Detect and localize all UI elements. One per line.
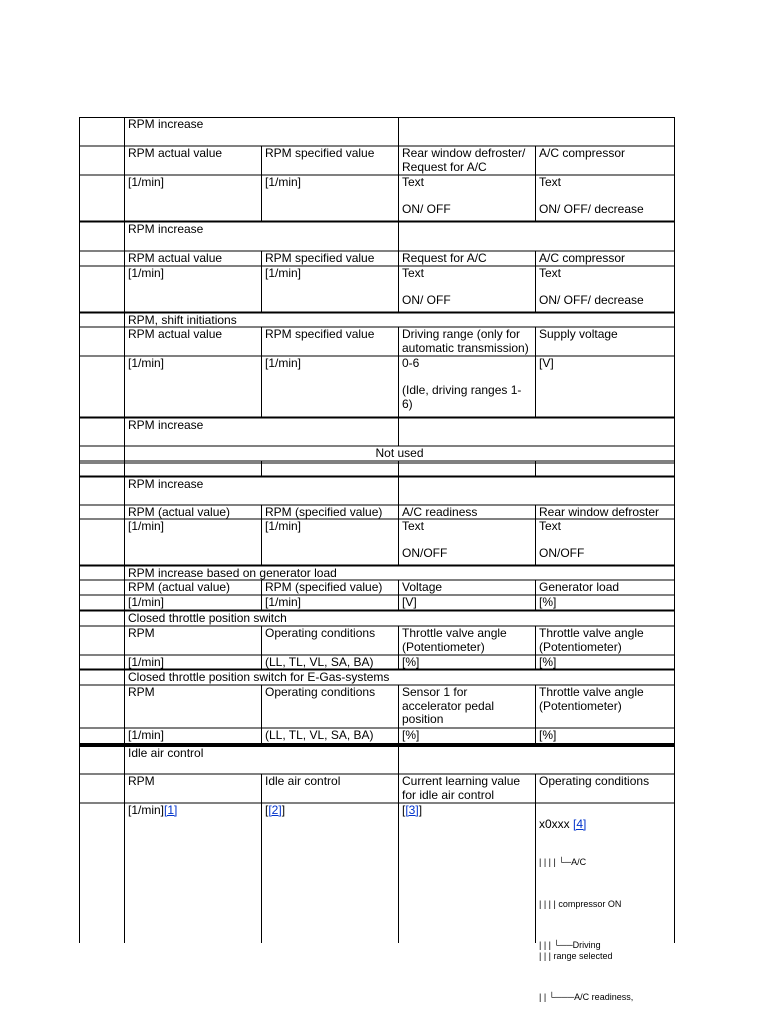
bit-description: | | | └──Driving | | | range selected bbox=[539, 940, 613, 961]
header-cell: Supply voltage bbox=[539, 327, 618, 341]
unit-cell: [%] bbox=[402, 728, 420, 742]
unit-cell: [V] bbox=[402, 595, 417, 609]
bit-description: | | | | └─A/C bbox=[539, 857, 587, 867]
bracket-close: ] bbox=[418, 803, 423, 817]
header-cell: Rear window defroster/ Request for A/C bbox=[402, 146, 526, 174]
header-cell: RPM specified value bbox=[265, 146, 375, 160]
bracket-close: ] bbox=[281, 803, 286, 817]
section-title-row bbox=[79, 222, 675, 251]
header-row bbox=[79, 685, 675, 728]
unit-cell bbox=[535, 803, 675, 1034]
header-cell: Current learning value for idle air control bbox=[402, 774, 521, 802]
bracket-open: [ bbox=[265, 803, 269, 817]
section-title: RPM increase bbox=[128, 477, 204, 491]
header-cell: Driving range (only for automatic transmission) bbox=[402, 327, 529, 355]
header-cell: A/C readiness bbox=[402, 505, 478, 519]
section-title: Closed throttle position switch bbox=[128, 611, 287, 625]
header-row bbox=[79, 580, 675, 595]
unit-cell: [%] bbox=[402, 655, 420, 669]
unit-cell: (LL, TL, VL, SA, BA) bbox=[265, 728, 374, 742]
header-row bbox=[79, 626, 675, 655]
unit-cell: [1/min] bbox=[128, 519, 165, 533]
unit-cell bbox=[124, 803, 261, 819]
unit-row bbox=[79, 728, 675, 743]
unit-cell: [%] bbox=[539, 655, 557, 669]
header-cell: Generator load bbox=[539, 580, 620, 594]
unit-cell: [1/min] bbox=[128, 356, 165, 370]
unit-cell: Text ON/ OFF bbox=[402, 266, 451, 307]
footnote-link-4[interactable]: [4] bbox=[573, 816, 587, 831]
unit-cell: [1/min] bbox=[128, 728, 165, 742]
header-cell: RPM actual value bbox=[128, 251, 223, 265]
unit-cell: [1/min] bbox=[128, 595, 165, 609]
header-cell: RPM (actual value) bbox=[128, 505, 231, 519]
bit-pattern: x0xxx bbox=[539, 816, 574, 831]
footnote-link-2[interactable]: [2] bbox=[268, 803, 282, 817]
header-cell: A/C compressor bbox=[539, 146, 626, 160]
section-title-row bbox=[79, 418, 675, 446]
header-cell: RPM actual value bbox=[128, 327, 223, 341]
unit-row bbox=[79, 655, 675, 670]
header-row bbox=[79, 146, 675, 175]
unit-cell: (LL, TL, VL, SA, BA) bbox=[265, 655, 374, 669]
section-title: RPM increase bbox=[128, 117, 204, 131]
unit-text: [1/min] bbox=[128, 803, 165, 817]
header-cell: A/C compressor bbox=[539, 251, 626, 265]
section-title-row bbox=[79, 670, 675, 685]
unit-cell: [%] bbox=[539, 728, 557, 742]
header-cell: RPM bbox=[128, 774, 155, 788]
unit-cell: [V] bbox=[539, 356, 554, 370]
unit-cell bbox=[261, 803, 398, 819]
header-cell: Sensor 1 for accelerator pedal position bbox=[402, 685, 495, 726]
not-used-label: Not used bbox=[375, 446, 424, 460]
unit-row bbox=[79, 803, 675, 1002]
unit-cell: [1/min] bbox=[265, 519, 302, 533]
header-cell: RPM (actual value) bbox=[128, 580, 231, 594]
unit-row bbox=[79, 266, 675, 312]
header-row bbox=[79, 251, 675, 266]
header-cell: Voltage bbox=[402, 580, 443, 594]
section-title: Idle air control bbox=[128, 746, 204, 760]
unit-row bbox=[79, 595, 675, 610]
unit-cell: [1/min] bbox=[265, 266, 302, 280]
unit-cell: [1/min] bbox=[128, 266, 165, 280]
unit-cell: Text ON/ OFF/ decrease bbox=[539, 266, 644, 307]
header-cell: RPM (specified value) bbox=[265, 505, 383, 519]
unit-cell: [1/min] bbox=[265, 175, 302, 189]
header-cell: Throttle valve angle (Potentiometer) bbox=[402, 626, 507, 654]
header-row bbox=[79, 327, 675, 356]
header-cell: Request for A/C bbox=[402, 251, 487, 265]
header-cell: RPM bbox=[128, 685, 155, 699]
header-cell: Operating conditions bbox=[539, 774, 650, 788]
unit-cell: [1/min] bbox=[128, 175, 165, 189]
bit-description: | | | | compressor ON bbox=[539, 898, 622, 909]
footnote-link-3[interactable]: [3] bbox=[405, 803, 419, 817]
section-title: RPM increase based on generator load bbox=[128, 566, 337, 580]
header-cell: RPM actual value bbox=[128, 146, 223, 160]
header-cell: Operating conditions bbox=[265, 685, 376, 699]
header-cell: RPM (specified value) bbox=[265, 580, 383, 594]
unit-cell: [1/min] bbox=[265, 356, 302, 370]
header-cell: Operating conditions bbox=[265, 626, 376, 640]
unit-row bbox=[79, 356, 675, 417]
not-used-row bbox=[79, 446, 675, 461]
section-title: RPM, shift initiations bbox=[128, 313, 237, 327]
header-cell: RPM specified value bbox=[265, 251, 375, 265]
bracket-open: [ bbox=[402, 803, 406, 817]
section-title: RPM increase bbox=[128, 418, 204, 432]
unit-row bbox=[79, 519, 675, 566]
section-title-row bbox=[79, 611, 675, 626]
header-row bbox=[79, 774, 675, 802]
unit-cell: Text ON/ OFF/ decrease bbox=[539, 175, 644, 216]
unit-cell: [1/min] bbox=[128, 655, 165, 669]
unit-cell: Text ON/ OFF bbox=[402, 175, 451, 216]
unit-row bbox=[79, 175, 675, 221]
header-cell: Throttle valve angle (Potentiometer) bbox=[539, 626, 644, 654]
section-title: Closed throttle position switch for E-Gas-systems bbox=[128, 670, 390, 684]
unit-cell: [%] bbox=[539, 595, 557, 609]
section-title: RPM increase bbox=[128, 222, 204, 236]
unit-cell: Text ON/OFF bbox=[402, 519, 448, 560]
section-title-row bbox=[79, 566, 675, 580]
header-row bbox=[79, 505, 675, 519]
measurement-table bbox=[79, 117, 675, 1002]
section-title-row bbox=[79, 477, 675, 505]
unit-cell: 0-6 (Idle, driving ranges 1- 6) bbox=[402, 356, 522, 411]
section-title-row bbox=[79, 746, 675, 774]
header-cell: Throttle valve angle (Potentiometer) bbox=[539, 685, 644, 713]
section-title-row bbox=[79, 117, 675, 146]
bit-description: | | └───A/C readiness, bbox=[539, 991, 634, 1002]
header-cell: Idle air control bbox=[265, 774, 341, 788]
header-cell: Rear window defroster bbox=[539, 505, 660, 519]
section-title-row bbox=[79, 313, 675, 327]
header-cell: RPM bbox=[128, 626, 155, 640]
header-cell: RPM specified value bbox=[265, 327, 375, 341]
unit-cell: Text ON/OFF bbox=[539, 519, 585, 560]
unit-cell bbox=[398, 803, 535, 819]
unit-cell: [1/min] bbox=[265, 595, 302, 609]
footnote-link-1[interactable]: [1] bbox=[164, 803, 178, 817]
